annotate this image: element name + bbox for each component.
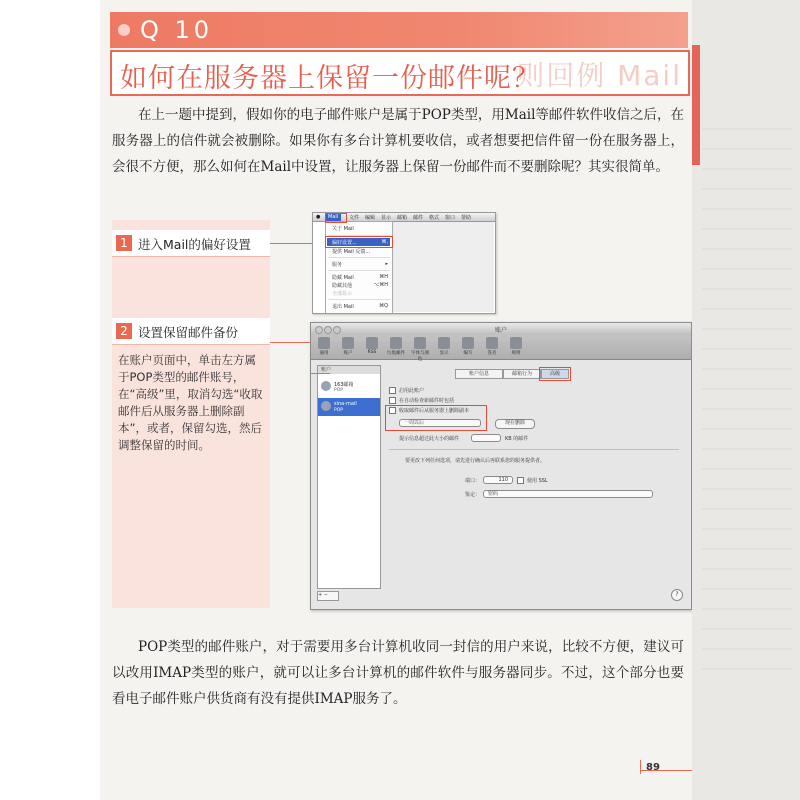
menu-item-about[interactable]: 关于 Mail	[332, 226, 354, 232]
menu-item-hide-others[interactable]: 隐藏其他	[332, 283, 353, 289]
checkbox-include-auto-check[interactable]: 在自动检查新邮件时包括	[389, 397, 454, 404]
menu-separator	[328, 270, 390, 271]
help-button[interactable]: ?	[671, 589, 683, 601]
step-panel	[112, 220, 270, 608]
toolbar-accounts[interactable]: 账户	[337, 337, 359, 356]
shortcut: ⌘H	[379, 274, 388, 280]
menu-window[interactable]: 窗口	[445, 215, 456, 221]
step-1	[112, 230, 270, 257]
window-titlebar	[311, 323, 691, 335]
at-icon	[342, 337, 354, 349]
list-header: 账户	[318, 366, 380, 374]
size-input[interactable]	[471, 434, 501, 442]
prefs-toolbar	[311, 335, 691, 360]
footer-rule	[640, 760, 641, 774]
intro-paragraph: 在上一题中提到，假如你的电子邮件账户是属于POP类型，用Mail等邮件软件收信之后，在服务器上的信件就会被删除。如果你有多台计算机要收信，或者想要把信件留一份在服务器上，会很不方便，那么如何在Mail中设置，让服务器上保留一份邮件而不要删除呢？其实很简单。	[112, 107, 684, 175]
avatar	[321, 401, 331, 411]
menu-message[interactable]: 邮件	[413, 215, 424, 221]
account-list	[317, 365, 381, 589]
menu-view[interactable]: 显示	[381, 215, 392, 221]
toolbar-junk[interactable]: 垃圾邮件	[385, 337, 407, 356]
step-number: 1	[116, 235, 132, 251]
menu-separator	[328, 257, 390, 258]
toolbar-rules[interactable]: 规则	[505, 337, 527, 356]
remove-now-button[interactable]: 现在删除	[495, 419, 535, 429]
menu-item-services[interactable]: 服务	[332, 262, 343, 268]
question-number: Q 10	[140, 16, 214, 44]
menu-format[interactable]: 格式	[429, 215, 440, 221]
auth-popup[interactable]: 密码	[483, 490, 653, 498]
checkbox-enable-account[interactable]: 启用此账户	[389, 387, 424, 394]
menu-separator	[328, 299, 390, 300]
size-unit-label: KB 的邮件	[505, 436, 529, 442]
rules-icon	[510, 337, 522, 349]
next-page-edge	[692, 0, 800, 800]
connector-line	[310, 373, 330, 374]
connector-line	[270, 342, 310, 343]
menu-item-quit[interactable]: 退出 Mail	[332, 304, 354, 310]
window-title: 账户	[494, 327, 507, 334]
menu-item-show-all[interactable]: 全部显示	[332, 291, 353, 297]
apple-icon: ●	[316, 214, 321, 220]
account-item-selected[interactable]: sina-mail POP	[318, 398, 380, 416]
signature-icon	[486, 337, 498, 349]
add-remove-buttons[interactable]: + −	[317, 591, 339, 601]
avatar	[321, 381, 331, 391]
connector-line	[270, 243, 312, 244]
page-tab	[692, 45, 700, 165]
question-bar	[110, 12, 688, 48]
auth-label: 鉴定：	[465, 492, 481, 498]
book-page	[100, 0, 692, 800]
toolbar-viewing[interactable]: 显示	[433, 337, 455, 356]
circle-icon	[118, 24, 130, 36]
highlight-box	[385, 405, 487, 431]
fonts-icon	[414, 337, 426, 349]
closing-paragraph: POP类型的邮件账户，对于需要用多台计算机收同一封信的用户来说，比较不方便，建议可以改用IMAP类型的账户，就可以让多台计算机的邮件软件与服务器同步。不过，这个部分也要看电子邮件账户供货商有没有提供IMAP服务了。	[112, 639, 684, 707]
menu-help[interactable]: 帮助	[461, 215, 472, 221]
highlight-box	[325, 213, 347, 223]
page-number: 89	[646, 762, 660, 773]
menu-item-feedback[interactable]: 提供 Mail 反馈...	[332, 249, 371, 255]
menu-file[interactable]: 文件	[349, 215, 360, 221]
menu-mailbox[interactable]: 邮箱	[397, 215, 408, 221]
toolbar-fonts[interactable]: 字体与颜色	[409, 337, 431, 362]
page-title: 如何在服务器上保留一份邮件呢？	[120, 63, 540, 94]
port-field[interactable]: 110	[483, 476, 513, 484]
checkbox-use-ssl[interactable]: 使用 SSL	[517, 477, 548, 484]
switch-icon	[318, 337, 330, 349]
tab-account-info[interactable]: 账户信息	[455, 369, 503, 379]
glasses-icon	[438, 337, 450, 349]
mail-dropdown-menu	[325, 221, 393, 314]
step-description: 在账户页面中，单击左方属于POP类型的邮件账号，在“高级”里，取消勾选“收取邮件后从服务器上删除副本”，或者，保留勾选，然后调整保留的时间。	[118, 353, 263, 452]
step-number: 2	[116, 323, 132, 339]
divider	[389, 449, 679, 450]
highlight-box	[539, 367, 571, 381]
shortcut: ⌥⌘H	[373, 282, 388, 288]
background-window	[393, 222, 494, 312]
menu-item-hide[interactable]: 隐藏 Mail	[332, 275, 354, 281]
menu-edit[interactable]: 编辑	[365, 215, 376, 221]
rss-icon	[366, 337, 378, 349]
size-prompt-label: 提示信息超过此大小的邮件	[399, 436, 460, 442]
toolbar-general[interactable]: 通用	[313, 337, 335, 356]
step-label: 进入Mail的偏好设置	[138, 237, 251, 252]
highlight-box	[325, 236, 393, 248]
title-box	[110, 50, 690, 96]
toolbar-rss[interactable]: RSS	[361, 337, 383, 355]
toolbar-signatures[interactable]: 签名	[481, 337, 503, 356]
account-settings-pane	[385, 365, 685, 587]
tab-advanced[interactable]: 高级	[541, 369, 569, 379]
checkbox-remove-copy[interactable]: 收取邮件后从服务器上删除副本	[389, 407, 469, 414]
pencil-icon	[462, 337, 474, 349]
step-label: 设置保留邮件备份	[138, 325, 239, 340]
shortcut: ⌘,	[381, 239, 388, 245]
junk-icon	[390, 337, 402, 349]
menu-item-preferences[interactable]: 偏好设置...	[332, 240, 357, 246]
menu-mail[interactable]: Mail	[325, 213, 341, 221]
account-item[interactable]: 163邮箱 POP	[318, 378, 380, 396]
shortcut: ⌘Q	[379, 303, 388, 309]
tab-mailbox-behaviors[interactable]: 邮箱行为	[503, 369, 541, 379]
shortcut: ▸	[385, 261, 388, 267]
port-label: 端口：	[465, 478, 481, 484]
step-2	[112, 318, 270, 345]
accounts-screenshot	[310, 322, 692, 610]
ghost-title: 则回例 Mail	[516, 59, 682, 92]
advanced-note: 要更改下列任何选项，请先进行确认后再联系您的服务提供者。	[405, 458, 546, 464]
delete-after-popup[interactable]: 一周以后	[399, 419, 481, 427]
toolbar-composing[interactable]: 编写	[457, 337, 479, 356]
menu-screenshot	[312, 212, 496, 314]
ghost-text	[702, 110, 792, 670]
